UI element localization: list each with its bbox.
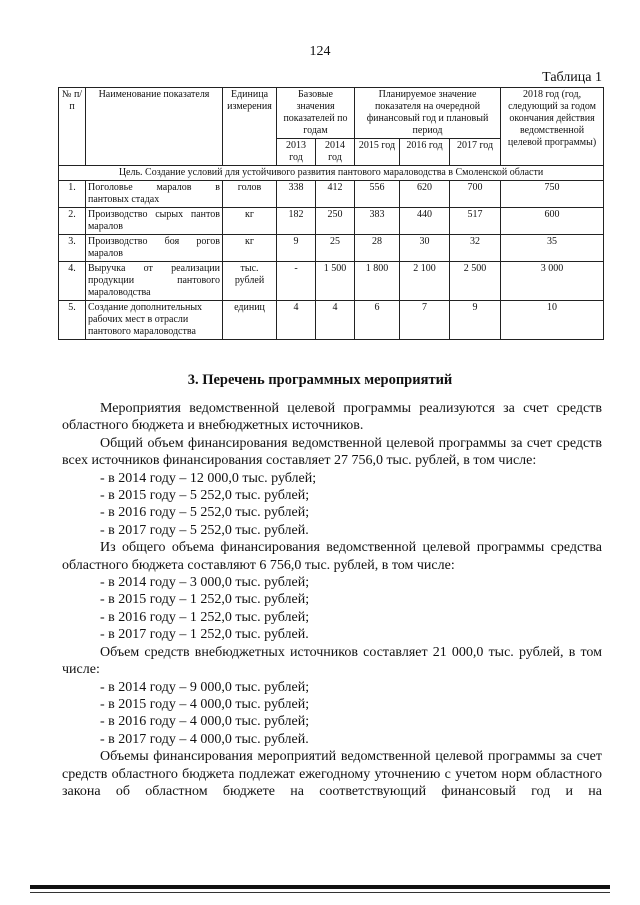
row-2018: 35 [501,235,604,262]
goal-row [59,166,604,181]
header-base: Базовые значения показателей по годам [277,88,355,139]
row-name: Поголовье маралов в пантовых стадах [86,181,223,208]
goal-text: Цель. Создание условий для устойчивого развития пантового мараловодства в Смоленской области [59,166,604,181]
list-item: - в 2014 году – 9 000,0 тыс. рублей; [100,679,310,695]
row-2015: 556 [355,181,400,208]
row-unit: кг [223,235,277,262]
header-final: 2018 год (год, следующий за годом окончания действия ведомственной целевой программы) [501,88,604,166]
row-2013: 182 [277,208,316,235]
table-row [59,208,604,235]
list-item: - в 2017 году – 4 000,0 тыс. рублей. [100,731,309,747]
row-2014: 250 [316,208,355,235]
table-label: Таблица 1 [542,70,602,85]
row-name: Выручка от реализации продукции пантового мараловодства [86,262,223,301]
row-2016: 620 [400,181,450,208]
table-row [59,181,604,208]
row-2016: 440 [400,208,450,235]
row-2014: 25 [316,235,355,262]
footer-rule-thin [30,892,610,893]
paragraph-extrabudgetary: Объем средств внебюджетных источников составляет 21 000,0 тыс. рублей, в том числе: [62,644,602,678]
row-no: 1. [59,181,86,208]
row-2013: 9 [277,235,316,262]
table-row [59,262,604,301]
row-2016: 2 100 [400,262,450,301]
row-name: Производство сырых пантов маралов [86,208,223,235]
row-2014: 1 500 [316,262,355,301]
row-2017: 9 [450,301,501,340]
row-2015: 1 800 [355,262,400,301]
row-unit: голов [223,181,277,208]
header-year-2014: 2014 год [316,139,355,166]
table-row [59,235,604,262]
row-2018: 10 [501,301,604,340]
table-row [59,301,604,340]
list-item: - в 2014 году – 12 000,0 тыс. рублей; [100,470,317,486]
row-2015: 6 [355,301,400,340]
list-item: - в 2015 году – 4 000,0 тыс. рублей; [100,696,310,712]
row-2017: 517 [450,208,501,235]
body-text [62,400,602,800]
row-2016: 7 [400,301,450,340]
list-item: - в 2015 году – 1 252,0 тыс. рублей; [100,592,310,608]
paragraph-funding-sources: Мероприятия ведомственной целевой программы реализуются за счет средств областного бюджета и внебюджетных источников. [62,401,602,434]
header-year-2015: 2015 год [355,139,400,166]
paragraph-total-funding: Общий объем финансирования ведомственной целевой программы за счет средств всех источников финансирования составляет 27 756,0 тыс. рублей, в том числе: [62,435,602,469]
row-2018: 3 000 [501,262,604,301]
row-name: Создание дополнительных рабочих мест в отрасли пантового мараловодства [86,301,223,340]
header-name: Наименование показателя [86,88,223,166]
row-2013: - [277,262,316,301]
list-item: - в 2015 году – 5 252,0 тыс. рублей; [100,488,310,504]
indicators-table [58,87,604,340]
row-no: 3. [59,235,86,262]
section-title: 3. Перечень программных мероприятий [187,372,453,388]
list-item: - в 2017 году – 5 252,0 тыс. рублей. [100,522,309,538]
row-2018: 600 [501,208,604,235]
header-year-2013: 2013 год [277,139,316,166]
header-planned: Планируемое значение показателя на очередной финансовый год и плановый период [355,88,501,139]
row-unit: тыс. рублей [223,262,277,301]
list-item: - в 2016 году – 1 252,0 тыс. рублей; [100,609,310,625]
row-2013: 4 [277,301,316,340]
list-item: - в 2017 году – 1 252,0 тыс. рублей. [100,627,309,643]
header-no: № п/п [59,88,86,166]
row-2017: 700 [450,181,501,208]
paragraph-annual-adjustment: Объемы финансирования мероприятий ведомственной целевой программы за счет средств областного бюджета подлежат ежегодному уточнению с учетом норм областного закона об областном бюджете на соответствующий финансовый год и на [62,749,602,799]
row-name: Производство боя рогов маралов [86,235,223,262]
header-year-2017: 2017 год [450,139,501,166]
row-unit: единиц [223,301,277,340]
row-2015: 383 [355,208,400,235]
list-item: - в 2014 году – 3 000,0 тыс. рублей; [100,575,310,591]
row-2017: 32 [450,235,501,262]
row-2016: 30 [400,235,450,262]
page-number: 124 [309,44,331,59]
list-item: - в 2016 году – 4 000,0 тыс. рублей; [100,714,310,730]
row-2018: 750 [501,181,604,208]
row-2017: 2 500 [450,262,501,301]
paragraph-regional-budget: Из общего объема финансирования ведомственной целевой программы средства областного бюджета составляют 6 756,0 тыс. рублей, в том числе: [62,540,602,573]
row-no: 5. [59,301,86,340]
header-year-2016: 2016 год [400,139,450,166]
list-item: - в 2016 году – 5 252,0 тыс. рублей; [100,505,310,521]
row-unit: кг [223,208,277,235]
row-no: 2. [59,208,86,235]
footer-rule-thick [30,885,610,889]
header-unit: Единица измерения [223,88,277,166]
row-2014: 412 [316,181,355,208]
row-no: 4. [59,262,86,301]
row-2014: 4 [316,301,355,340]
row-2013: 338 [277,181,316,208]
row-2015: 28 [355,235,400,262]
